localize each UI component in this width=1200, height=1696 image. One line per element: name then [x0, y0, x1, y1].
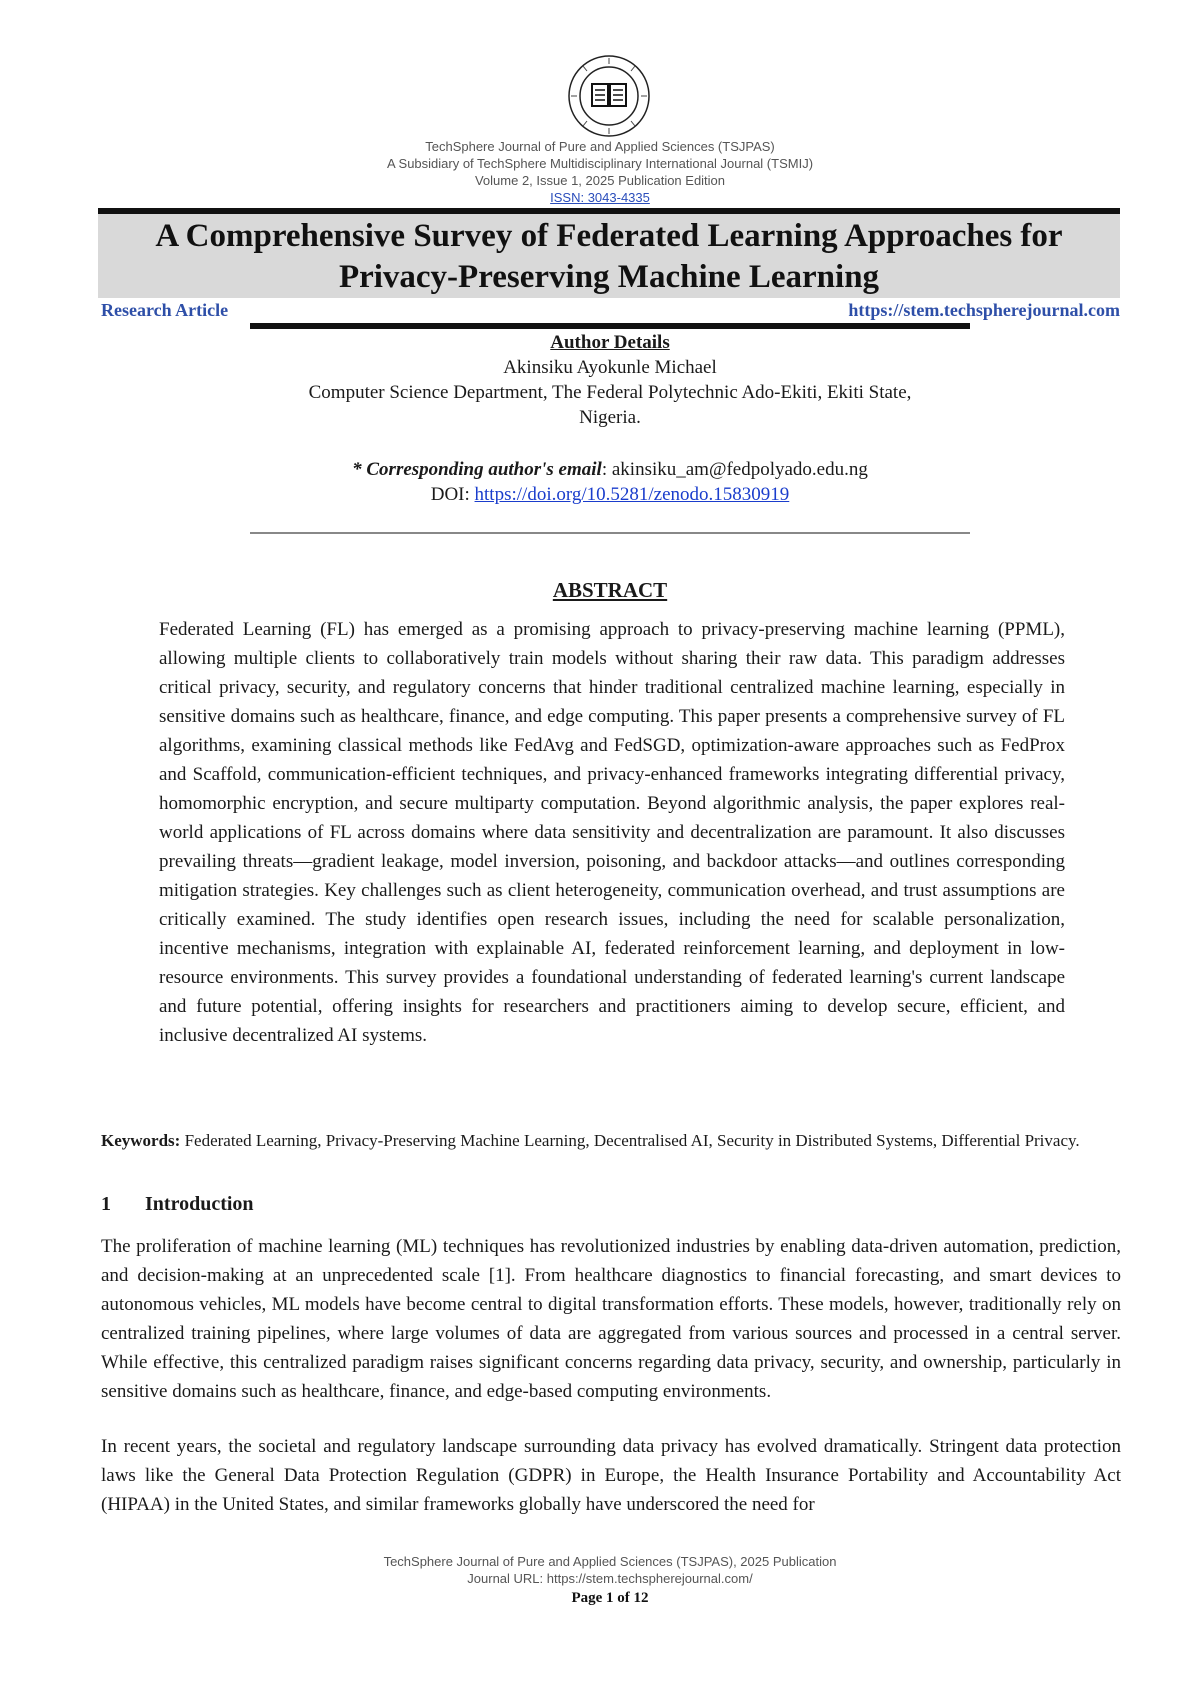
abstract-text: Federated Learning (FL) has emerged as a promising approach to privacy-preserving machine learning (PPML), allowing multiple clients to collaboratively train models without sharing their raw data. This paradigm addresses critical privacy, security, and regulatory concerns that hinder traditional centralized machine learning, especially in sensitive domains such as healthcare, finance, and edge computing. This paper presents a comprehensive survey of FL algorithms, examining classical methods like FedAvg and FedSGD, optimization-aware approaches such as FedProx and Scaffold, communication-efficient techniques, and privacy-enhanced frameworks integrating differential privacy, homomorphic encryption, and secure multiparty computation. Beyond algorithmic analysis, the paper explores real-world applications of FL across domains where data sensitivity and decentralization are paramount. It also discusses prevailing threats—gradient leakage, model inversion, poisoning, and backdoor attacks—and outlines corresponding mitigation strategies. Key challenges such as client heterogeneity, communication overhead, and trust assumptions are critically examined. The study identifies open research issues, including the need for scalable personalization, incentive mechanisms, integration with explainable AI, federated reinforcement learning, and deployment in low-resource environments. This survey provides a foundational understanding of federated learning's current landscape and future potential, offering insights for researchers and practitioners aiming to develop secure, efficient, and inclusive decentralized AI systems.	[159, 619, 1065, 1046]
email-label: * Corresponding author's email	[352, 459, 602, 480]
journal-header	[0, 138, 1200, 206]
section-title: Introduction	[145, 1193, 254, 1215]
issn-link[interactable]: ISSN: 3043-4335	[550, 190, 650, 205]
doi-label: DOI:	[430, 484, 470, 505]
section-heading-introduction	[101, 1193, 254, 1216]
contact-block: * Corresponding author's email: akinsiku_am@fedpolyado.edu.ng DOI: https://doi.org/10.5281/zenodo.15830919	[352, 459, 868, 505]
article-type: Research Article	[101, 300, 229, 320]
author-name: Akinsiku Ayokunle Michael	[503, 357, 717, 378]
book-icon	[592, 84, 626, 106]
paper-title: A Comprehensive Survey of Federated Learning Approaches for Privacy-Preserving Machine Learning	[155, 218, 1063, 295]
intro-paragraph-1: The proliferation of machine learning (ML) techniques has revolutionized industries by enabling data-driven automation, prediction, and decision-making at an unprecedented scale [1]. From healthcare diagnostics to financial forecasting, and smart devices to autonomous vehicles, ML models have become central to digital transformation efforts. These models, however, traditionally rely on centralized training pipelines, where large volumes of data are aggregated from various sources and processed in a central server. While effective, this centralized paradigm raises significant concerns regarding data privacy, security, and ownership, particularly in sensitive domains such as healthcare, finance, and edge-based computing environments.	[101, 1236, 1121, 1402]
footer-url[interactable]: Journal URL: https://stem.techspherejournal.com/	[467, 1571, 753, 1586]
journal-name: TechSphere Journal of Pure and Applied Sciences (TSJPAS)	[425, 139, 775, 154]
page-number: Page 1 of 12	[571, 1590, 649, 1606]
section-number: 1	[101, 1193, 111, 1215]
author-affiliation-country: Nigeria.	[579, 407, 641, 428]
journal-subsidiary: A Subsidiary of TechSphere Multidisciplinary International Journal (TSMIJ)	[386, 156, 814, 171]
footer-journal: TechSphere Journal of Pure and Applied Sciences (TSJPAS), 2025 Publication	[383, 1554, 837, 1569]
author-details-heading: Author Details	[550, 332, 670, 353]
keywords-text: Federated Learning, Privacy-Preserving Machine Learning, Decentralised AI, Security in Distributed Systems, Differential Privacy.	[184, 1131, 1080, 1150]
journal-url-link[interactable]: https://stem.techspherejournal.com	[848, 300, 1120, 320]
author-details	[0, 330, 1200, 430]
meta-rule	[250, 323, 970, 329]
intro-paragraph-2: In recent years, the societal and regulatory landscape surrounding data privacy has evolved dramatically. Stringent data protection laws like the General Data Protection Regulation (GDPR) in Europe, the Health Insurance Portability and Accountability Act (HIPAA) in the United States, and similar frameworks globally have underscored the need for	[101, 1436, 1121, 1515]
page-footer	[0, 1553, 1200, 1587]
author-separator	[250, 532, 970, 534]
journal-logo	[565, 52, 653, 140]
doi-link[interactable]: https://doi.org/10.5281/zenodo.15830919	[474, 484, 790, 505]
author-email[interactable]: akinsiku_am@fedpolyado.edu.ng	[611, 459, 868, 480]
keywords	[101, 1128, 1121, 1154]
journal-volume: Volume 2, Issue 1, 2025 Publication Edition	[474, 173, 726, 188]
abstract-heading: ABSTRACT	[552, 578, 668, 602]
keywords-label: Keywords:	[101, 1131, 181, 1150]
author-affiliation: Computer Science Department, The Federal Polytechnic Ado-Ekiti, Ekiti State,	[308, 382, 912, 403]
